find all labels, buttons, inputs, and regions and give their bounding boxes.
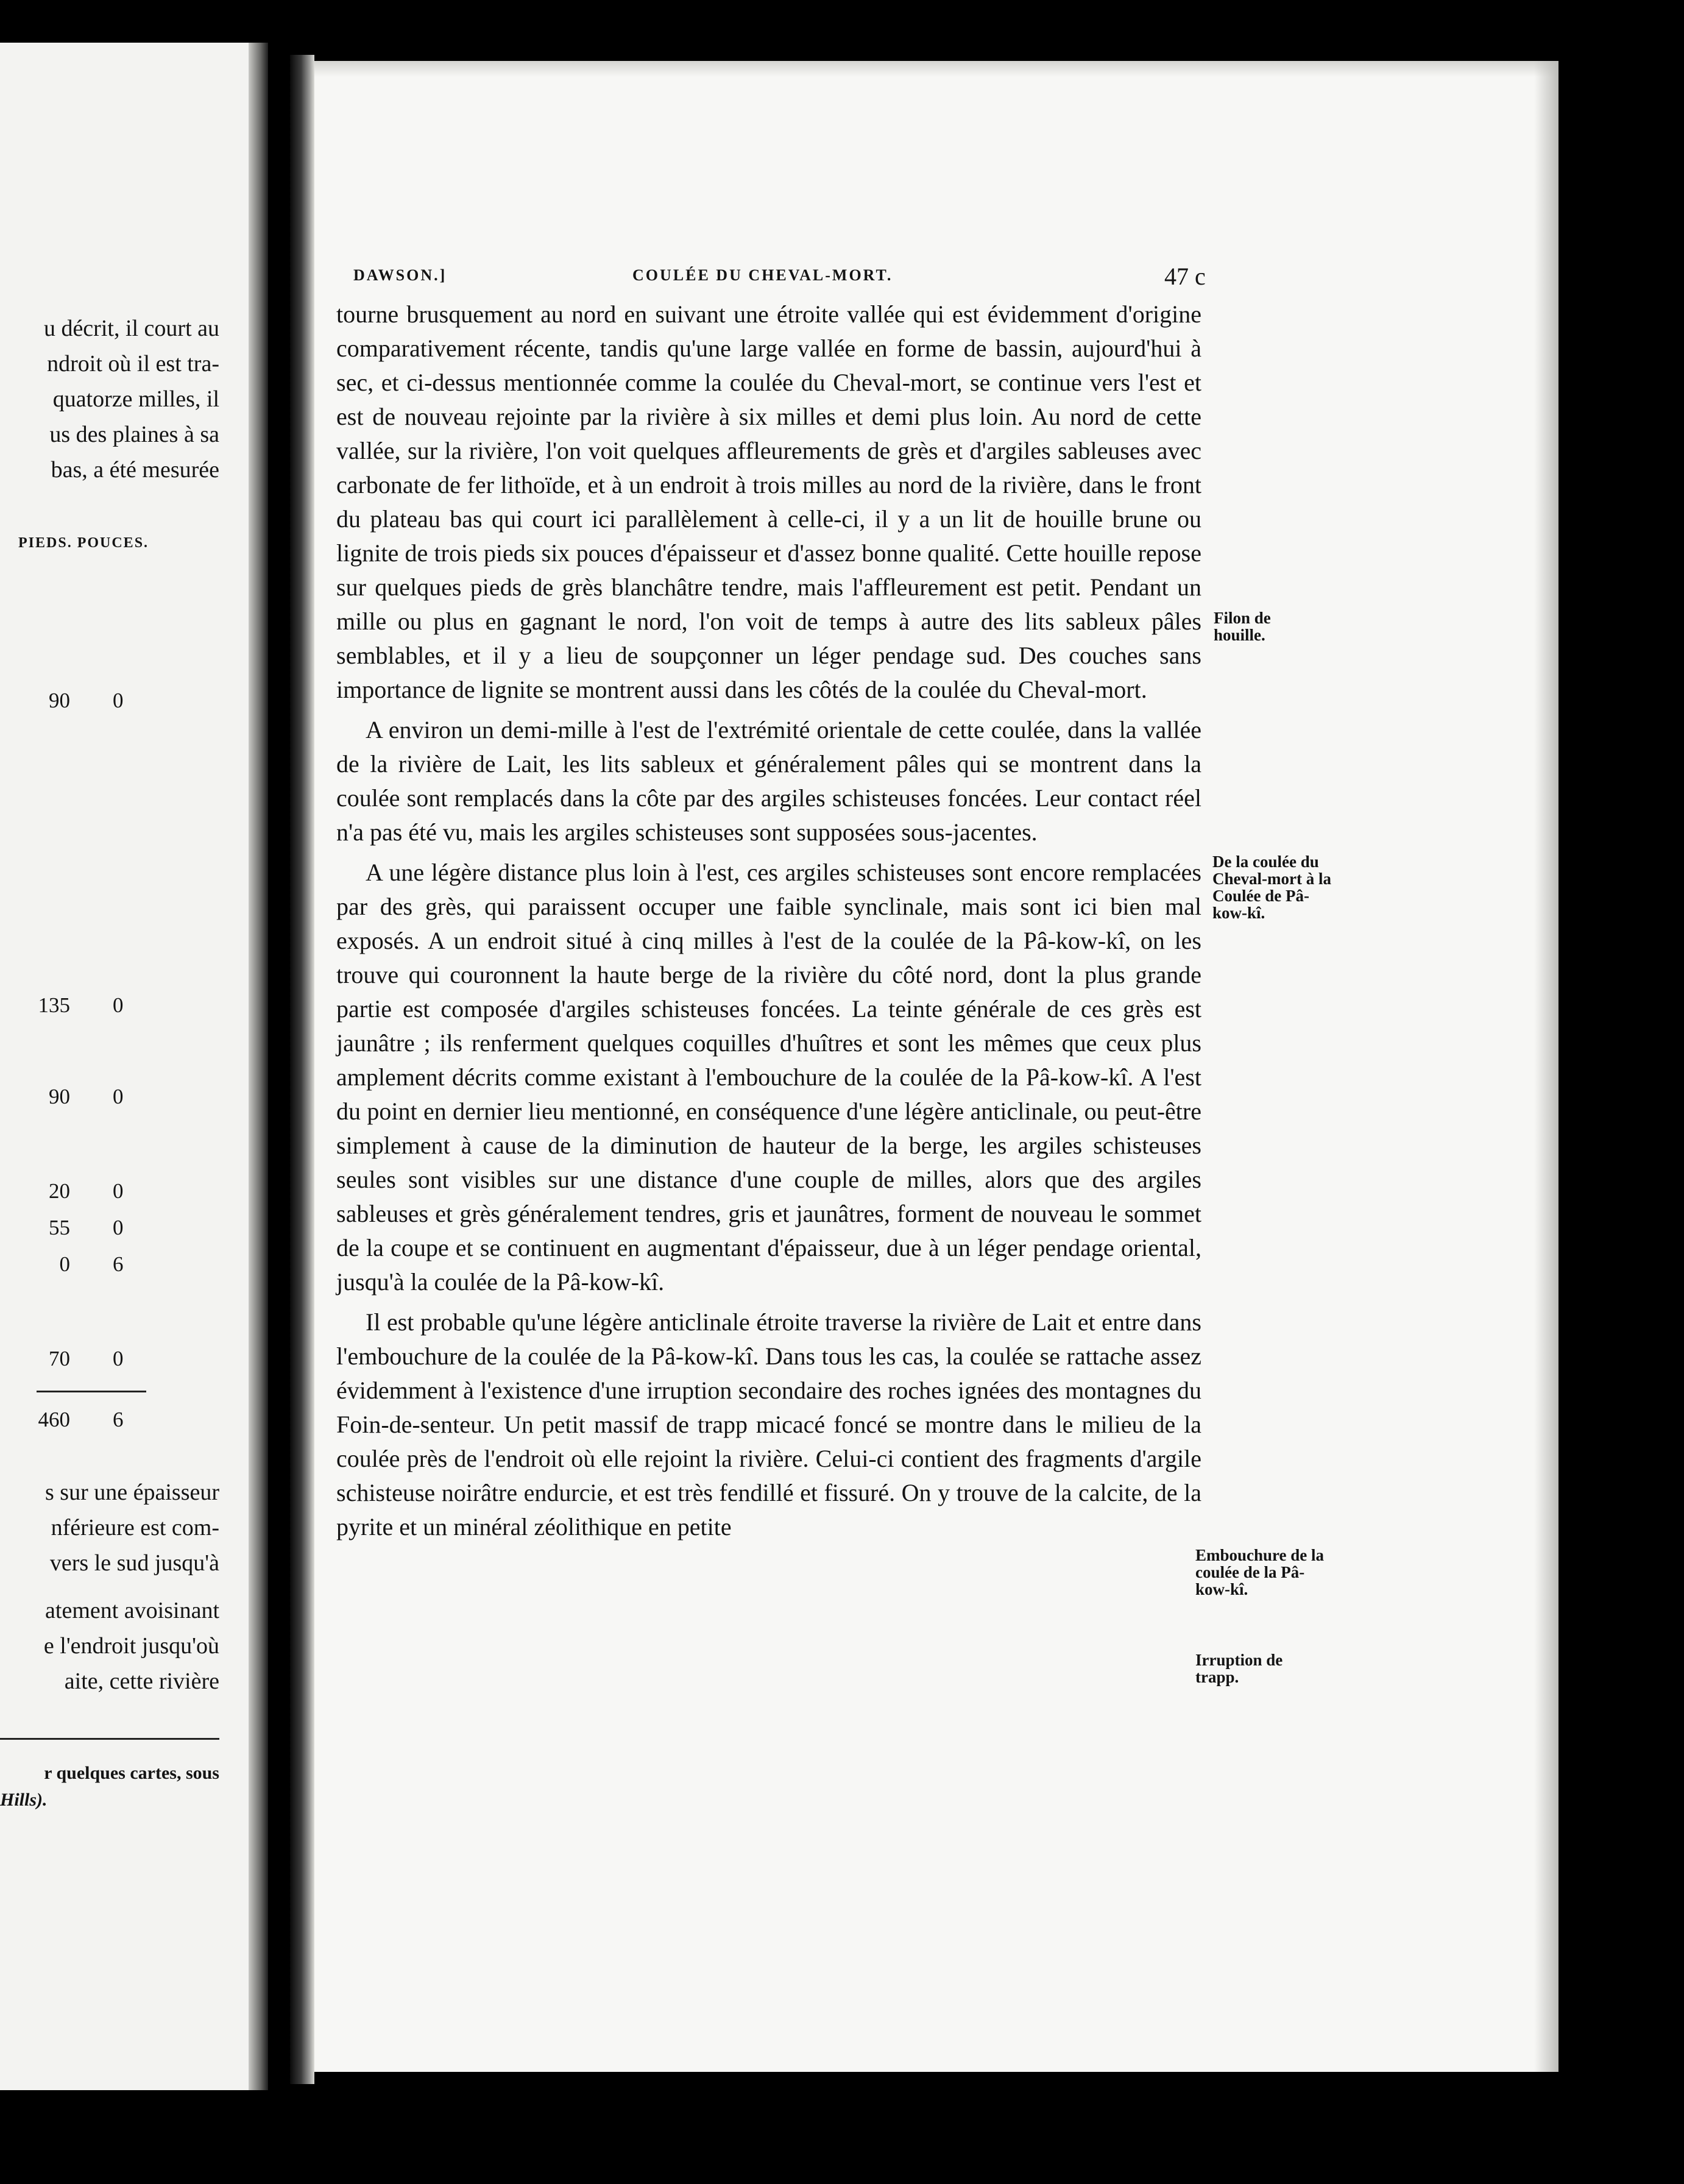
pieds-cell: 55 xyxy=(49,1216,70,1239)
page-number: 47 c xyxy=(1164,263,1206,290)
side-note: Embouchure de la coulée de la Pâ-kow-kî. xyxy=(1195,1546,1325,1598)
facing-page-text-block xyxy=(0,311,219,488)
side-note: Filon de houille. xyxy=(1214,609,1271,644)
running-head-title: COULÉE DU CHEVAL-MORT. xyxy=(632,266,893,284)
pieds-cell: 0 xyxy=(59,1252,70,1276)
facing-text-line: vers le sud jusqu'à xyxy=(49,1550,219,1576)
pouces-cell: 0 xyxy=(113,689,124,712)
facing-text-line: bas, a été mesurée xyxy=(51,457,219,483)
facing-footnote xyxy=(0,1760,219,1814)
footnote-line: r quelques cartes, sous xyxy=(44,1763,219,1783)
side-note: Irruption de trapp. xyxy=(1195,1651,1283,1686)
table-row xyxy=(0,689,171,719)
pieds-cell: 135 xyxy=(38,993,70,1017)
facing-text-line: us des plaines à sa xyxy=(49,422,219,447)
pouces-cell: 0 xyxy=(113,993,124,1017)
pieds-total: 460 xyxy=(38,1408,70,1431)
pouces-cell: 0 xyxy=(113,1179,124,1203)
footnote-rule xyxy=(0,1738,219,1740)
book-gutter xyxy=(290,55,314,2084)
table-total-rule xyxy=(37,1391,146,1392)
pouces-cell: 0 xyxy=(113,1216,124,1239)
pieds-cell: 70 xyxy=(49,1347,70,1370)
footnote-line: Hills). xyxy=(0,1790,48,1810)
page-shadow-right xyxy=(1534,61,1558,2072)
paragraph: tourne brusquement au nord en suivant une étroite vallée qui est évidemment d'origine comparativement récente, tandis qu'une large vallée en forme de bassin, aujourd'hui à sec, et ci-dessus mentionnée comme la coulée du Cheval-mort, se continue vers l'est et est de nouveau rejointe par la rivière à six milles et demi plus loin. Au nord de cette vallée, sur la rivière, l'on voit quelques affleurements de grès et d'argiles sableuses avec carbonate de fer lithoïde, et à un endroit à trois milles au nord de la rivière, dans le front du plateau bas qui court ici parallèlement à celle-ci, il y a un lit de houille brune ou lignite de trois pieds six pouces d'épaisseur et d'assez bonne qualité. Cette houille repose sur quelques pieds de grès blanchâtre tendre, mais l'affleurement est petit. Pendant un mille ou plus en gagnant le nord, l'on voit de temps à autre des lits sableux pâles semblables, et il y a lieu de soupçonner un léger pendage sud. Des couches sans importance de lignite se montrent aussi dans les côtés de la coulée du Cheval-mort. xyxy=(336,300,1201,703)
table-row xyxy=(0,1179,171,1210)
table-row xyxy=(0,1085,171,1115)
facing-text-line: s sur une épaisseur xyxy=(45,1480,219,1505)
pouces-cell: 0 xyxy=(113,1085,124,1108)
facing-text-line: e l'endroit jusqu'où xyxy=(43,1633,219,1659)
facing-page-text-block-2 xyxy=(0,1475,219,1699)
table-row xyxy=(0,1252,171,1283)
facing-text-line: aite, cette rivière xyxy=(64,1668,219,1694)
pouces-cell: 6 xyxy=(113,1252,124,1276)
pieds-cell: 20 xyxy=(49,1179,70,1203)
pieds-cell: 90 xyxy=(49,689,70,712)
side-note: De la coulée du Cheval-mort à la Coulée de Pâ-kow-kî. xyxy=(1212,853,1331,922)
facing-text-line: atement avoisinant xyxy=(45,1598,219,1623)
facing-text-line: nférieure est com- xyxy=(51,1515,219,1540)
pouces-total: 6 xyxy=(113,1408,124,1431)
page-shadow-top xyxy=(314,61,1558,77)
body-text xyxy=(336,297,1201,1544)
paragraph: A environ un demi-mille à l'est de l'extrémité orientale de cette coulée, dans la vallée de la rivière de Lait, les lits sableux et généralement pâles qui se montrent dans la coulée sont remplacés dans la côte par des argiles schisteuses foncées. Leur contact réel n'a pas été vu, mais les argiles schisteuses sont supposées sous-jacentes. xyxy=(336,716,1201,846)
table-row xyxy=(0,1216,171,1246)
table-row xyxy=(0,1347,171,1377)
facing-text-line: quatorze milles, il xyxy=(52,386,219,412)
running-head-author: DAWSON.] xyxy=(353,266,447,284)
facing-text-line: ndroit où il est tra- xyxy=(47,351,219,377)
table-header: PIEDS. POUCES. xyxy=(18,535,149,551)
pouces-cell: 0 xyxy=(113,1347,124,1370)
facing-text-line: u décrit, il court au xyxy=(43,316,219,341)
pieds-cell: 90 xyxy=(49,1085,70,1108)
table-row xyxy=(0,993,171,1024)
page-edge-shadow xyxy=(249,43,268,2090)
paragraph: A une légère distance plus loin à l'est, ces argiles schisteuses sont encore remplacées par des grès, qui paraissent occuper une faible synclinale, mais sont ici bien mal exposés. A un endroit situé à cinq milles à l'est de la coulée de la Pâ-kow-kî, on les trouve qui couronnent la haute berge de la rivière du côté nord, dont la plus grande partie est composée d'argiles schisteuses foncées. La teinte générale de ces grès est jaunâtre ; ils renferment quelques coquilles d'huîtres et sont les mêmes que ceux plus amplement décrits comme existant à l'embouchure de la coulée de la Pâ-kow-kî. A l'est du point en dernier lieu mentionné, en conséquence d'une légère anticlinale, ou peut-être simplement à cause de la diminution de hauteur de la berge, les argiles schisteuses seules sont visibles sur une distance d'une couple de milles, alors que des argiles sableuses et grès généralement tendres, gris et jaunâtres, forment de nouveau le sommet de la coupe et se continuent en augmentant d'épaisseur, due à un léger pendage oriental, jusqu'à la coulée de la Pâ-kow-kî. xyxy=(336,859,1201,1296)
table-total-row xyxy=(0,1408,171,1438)
paragraph: Il est probable qu'une légère anticlinale étroite traverse la rivière de Lait et entre dans l'embouchure de la coulée de la Pâ-kow-kî. Dans tous les cas, la coulée se rattache assez évidemment à l'existence d'une irruption secondaire des roches ignées des montagnes du Foin-de-senteur. Un petit massif de trapp micacé foncé se montre dans le milieu de la coulée près de l'endroit où elle rejoint la rivière. Celui-ci contient des fragments d'argile schisteuse noirâtre endurcie, et est très fendillé et fissuré. On y trouve de la calcite, de la pyrite et un minéral zéolithique en petite xyxy=(336,1308,1201,1540)
facing-page xyxy=(0,43,268,2090)
